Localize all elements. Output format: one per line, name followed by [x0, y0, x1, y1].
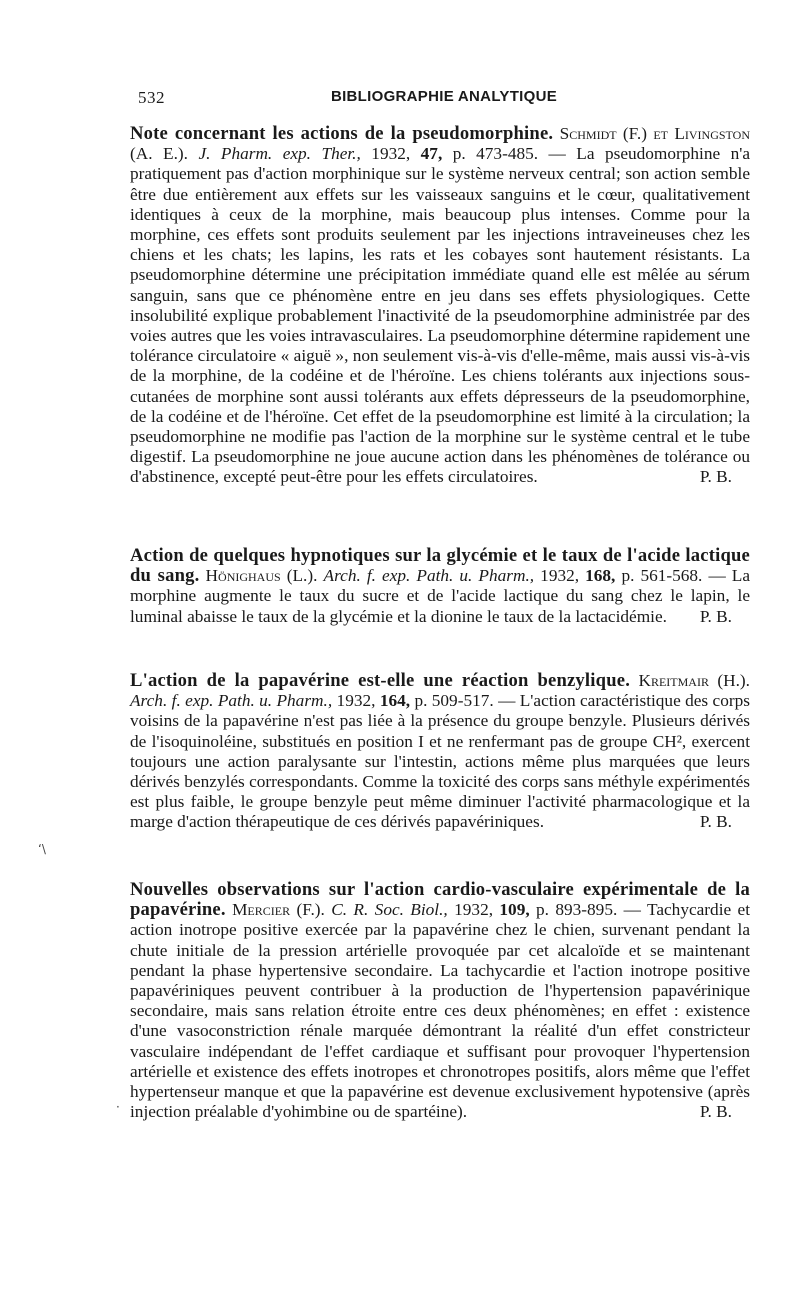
entry-pages: p. 473-485.: [452, 144, 539, 164]
bibliography-entry: [130, 124, 750, 488]
entry-year: 1932,: [454, 900, 494, 920]
entry-title: Note concernant les actions de la pseudomorphine.: [130, 123, 554, 144]
entry-abstract: — La pseudomorphine n'a pratiquement pas d'action morphinique sur le système nerveux central; son action semble être due entièrement aux effets sur les vaisseaux sanguins et le cœur, qualitativement identiques à ceux de la morphine, mais beaucoup plus intenses. Comme pour la morphine, ces effets sont produits seulement par les injections intraveineuses chez les chiens et les chats; les lapins, les rats et les cobayes sont hautement résistants. La pseudomorphine détermine une précipitation immédiate quand elle est mêlée au sérum sanguin, sans que ce phénomène entre en jeu dans ses effets physiologiques. Cette insolubilité explique probablement l'inactivité de la pseudomorphine administrée par des voies autres que les voies intravasculaires. La pseudomorphine détermine rapidement une tolérance circulatoire « aiguë », non seulement vis-à-vis d'elle-même, mais aussi vis-à-vis de la morphine, de la codéine et de l'héroïne. Les chiens tolérants aux injections sous-cutanées de morphine sont aussi tolérants aux effets dépresseurs de la pseudomorphine, de la codéine et de l'héroïne. Cet effet de la pseudomorphine est limité à la circulation; la pseudomorphine ne modifie pas l'action de la morphine sur le système central et le tube digestif. La pseudomorphine ne joue aucune action dans les phénomènes de tolérance ou d'abstinence, excepté peut-être pour les effets circulatoires.: [130, 144, 751, 487]
entry-year: 1932,: [336, 691, 376, 711]
entry-volume: 164,: [379, 691, 411, 711]
entry-journal: Arch. f. exp. Path. u. Pharm.,: [130, 691, 333, 711]
entry-authors: Kreitmair (H.).: [638, 671, 750, 690]
entry-year: 1932,: [371, 144, 411, 164]
entry-abstract: — L'action caractéristique des corps voisins de la papavérine n'est pas liée à la présence du groupe benzyle. Plusieurs dérivés de l'isoquinoléine, substitués en position I et ne renfermant pas de groupe CH², exercent toujours une action paralysante sur l'intestin, actions même plus marquées que leurs dérivés benzylés correspondants. Comme la toxicité des corps sans méthyle expérimentés est plus faible, le groupe benzyle peut même diminuer l'activité pharmacologique et la marge d'action thérapeutique de ces dérivés papavériniques.: [130, 691, 750, 832]
entry-journal: C. R. Soc. Biol.,: [331, 900, 448, 920]
entry-abstract: — La morphine augmente le taux du sucre et de l'acide lactique du sang chez le lapin, le luminal abaisse le taux de la glycémie et la dionine le taux de la lactacidémie.: [130, 566, 750, 626]
page-header: [138, 88, 750, 110]
entry-title: Action de quelques hypnotiques sur la glycémie et le taux de l'acide lactique du sang.: [130, 545, 750, 587]
entry-authors: Hönighaus (L.).: [205, 566, 318, 586]
entry-pages: p. 561-568.: [621, 566, 703, 586]
entry-title: Nouvelles observations sur l'action cardio-vasculaire expérimentale de la papavérine.: [130, 879, 750, 921]
entry-initials: P. B.: [699, 467, 732, 487]
entry-pages: p. 509-517.: [414, 691, 494, 711]
entry-title: L'action de la papavérine est-elle une réaction benzylique.: [130, 670, 631, 691]
scan-mark: ‘\: [38, 842, 46, 856]
entry-journal: Arch. f. exp. Path. u. Pharm.,: [323, 566, 535, 586]
entry-pages: p. 893-895.: [536, 900, 618, 920]
page-number: 532: [138, 88, 165, 107]
bibliography-entry: [130, 671, 750, 833]
entry-volume: 168,: [585, 566, 616, 586]
entry-volume: 109,: [499, 900, 530, 920]
entry-authors: Mercier (F.).: [232, 900, 325, 920]
entry-volume: 47,: [420, 144, 443, 164]
bibliography-entry: [130, 546, 750, 627]
entry-year: 1932,: [540, 566, 580, 586]
entry-initials: P. B.: [699, 606, 732, 626]
entry-journal: J. Pharm. exp. Ther.,: [198, 144, 361, 164]
running-title: BIBLIOGRAPHIE ANALYTIQUE: [330, 88, 558, 105]
bibliography-entry: [130, 880, 750, 1122]
scan-mark: ·: [116, 1100, 120, 1114]
entry-initials: P. B.: [699, 812, 732, 832]
entry-authors: Schmidt (F.) et Livingston (A. E.).: [130, 124, 751, 164]
entry-initials: P. B.: [699, 1102, 732, 1122]
entry-abstract: — Tachycardie et action inotrope positive exercée par la papavérine chez le chien, survenant pendant la chute initiale de la pression artérielle provoquée par cet alcaloïde et se maintenant pendant la phase hypertensive secondaire. La tachycardie et l'action inotrope positive papavériniques peuvent contribuer à la production de l'hypertension papavérinique secondaire, mais sans relation étroite entre ces deux phénomènes; en effet : existence d'une vasoconstriction rénale marquée démontrant la réalité d'un effet constricteur vasculaire indépendant de l'effet cardiaque et suffisant pour provoquer l'hypertension artérielle et existence des effets inotropes et chronotropes positifs, alors même que l'effet hypertenseur manque et que la papavérine est devenue exclusivement hypotensive (après injection préalable d'yohimbine ou de spartéine).: [130, 900, 751, 1122]
